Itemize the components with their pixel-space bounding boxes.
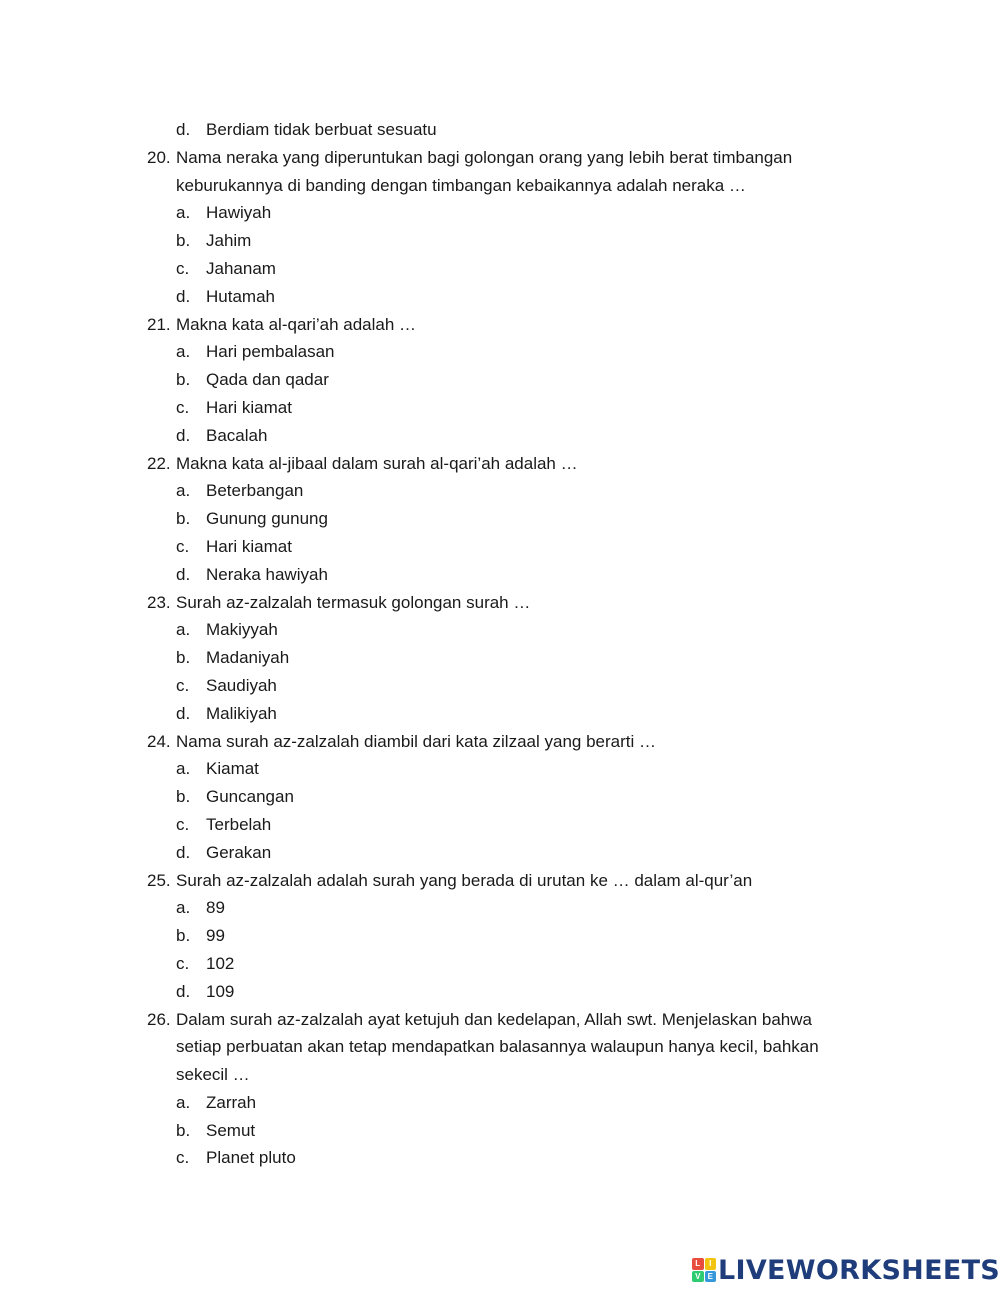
question-text: Nama surah az-zalzalah diambil dari kata zilzaal yang berarti … [176, 731, 656, 751]
option-letter: a. [176, 620, 191, 640]
logo-letter: V [692, 1271, 704, 1283]
option-text: 102 [206, 953, 235, 973]
question-number: 21. [147, 314, 171, 334]
liveworksheets-logo-icon [692, 1258, 716, 1282]
option-row [0, 505, 1000, 533]
option-letter: b. [176, 509, 191, 529]
option-letter: b. [176, 926, 191, 946]
option-letter: b. [176, 231, 191, 251]
option-text: Hari kiamat [206, 536, 292, 556]
option-text: Planet pluto [206, 1148, 296, 1168]
question-text: Dalam surah az-zalzalah ayat ketujuh dan kedelapan, Allah swt. Menjelaskan bahwa [176, 1009, 812, 1029]
question-number: 23. [147, 592, 171, 612]
question-text: Surah az-zalzalah adalah surah yang berada di urutan ke … dalam al-qur’an [176, 870, 753, 890]
question-text: Makna kata al-jibaal dalam surah al-qari’ah adalah … [176, 453, 578, 473]
option-letter: c. [176, 953, 190, 973]
option-row [0, 811, 1000, 839]
option-letter: c. [176, 1148, 190, 1168]
option-text: Beterbangan [206, 481, 304, 501]
option-row [0, 839, 1000, 867]
option-text: Guncangan [206, 787, 294, 807]
option-row [0, 783, 1000, 811]
option-letter: c. [176, 397, 190, 417]
option-text: Gunung gunung [206, 509, 328, 529]
logo-letter: L [692, 1258, 704, 1270]
question-number: 24. [147, 731, 171, 751]
question-continuation [0, 1033, 1000, 1061]
option-letter: d. [176, 981, 191, 1001]
option-text: Semut [206, 1120, 256, 1140]
option-letter: d. [176, 703, 191, 723]
option-row [0, 283, 1000, 311]
question-row [0, 728, 1000, 756]
option-text: 109 [206, 981, 235, 1001]
question-row [0, 311, 1000, 339]
option-letter: a. [176, 759, 191, 779]
option-row [0, 366, 1000, 394]
option-text: Qada dan qadar [206, 370, 329, 390]
option-letter: a. [176, 1092, 191, 1112]
question-text: sekecil … [176, 1065, 250, 1085]
question-text: Nama neraka yang diperuntukan bagi golongan orang yang lebih berat timbangan [176, 147, 793, 167]
logo-letter: E [705, 1271, 717, 1283]
option-row [0, 227, 1000, 255]
option-row [0, 616, 1000, 644]
option-row [0, 255, 1000, 283]
question-number: 20. [147, 147, 171, 167]
option-row [0, 422, 1000, 450]
option-row [0, 672, 1000, 700]
option-text: Madaniyah [206, 648, 290, 668]
option-row [0, 755, 1000, 783]
option-text: 89 [206, 898, 225, 918]
question-text: Surah az-zalzalah termasuk golongan surah … [176, 592, 531, 612]
option-letter: d. [176, 286, 191, 306]
option-row [0, 561, 1000, 589]
option-text: Neraka hawiyah [206, 564, 328, 584]
option-letter: d. [176, 425, 191, 445]
question-number: 22. [147, 453, 171, 473]
option-text: Hawiyah [206, 203, 272, 223]
option-row [0, 978, 1000, 1006]
option-letter: a. [176, 898, 191, 918]
question-number: 26. [147, 1009, 171, 1029]
option-text: Malikiyah [206, 703, 277, 723]
option-row [0, 116, 1000, 144]
option-letter: d. [176, 564, 191, 584]
option-letter: c. [176, 536, 190, 556]
logo-letter: I [705, 1258, 717, 1270]
option-row [0, 894, 1000, 922]
option-row [0, 1144, 1000, 1172]
option-text: Berdiam tidak berbuat sesuatu [206, 120, 437, 139]
question-row [0, 589, 1000, 617]
option-letter: a. [176, 203, 191, 223]
option-text: Terbelah [206, 814, 272, 834]
question-continuation [0, 1061, 1000, 1089]
option-letter: b. [176, 787, 191, 807]
option-row [0, 950, 1000, 978]
option-text: Hutamah [206, 286, 275, 306]
option-text: Jahanam [206, 258, 276, 278]
option-text: Makiyyah [206, 620, 278, 640]
option-letter: c. [176, 814, 190, 834]
option-text: Zarrah [206, 1092, 257, 1112]
option-row [0, 700, 1000, 728]
option-row [0, 338, 1000, 366]
option-text: 99 [206, 926, 225, 946]
question-row [0, 144, 1000, 172]
option-row [0, 644, 1000, 672]
option-row [0, 1117, 1000, 1145]
brand-name: LIVEWORKSHEETS [718, 1254, 1000, 1286]
option-letter: c. [176, 258, 190, 278]
option-letter: b. [176, 1120, 191, 1140]
option-text: Bacalah [206, 425, 268, 445]
option-letter: b. [176, 648, 191, 668]
option-text: Gerakan [206, 842, 272, 862]
option-letter: b. [176, 370, 191, 390]
option-letter: c. [176, 675, 190, 695]
option-letter: a. [176, 342, 191, 362]
option-row [0, 394, 1000, 422]
question-continuation [0, 172, 1000, 200]
option-text: Jahim [206, 231, 252, 251]
question-row [0, 1006, 1000, 1034]
option-letter: a. [176, 481, 191, 501]
option-row [0, 477, 1000, 505]
liveworksheets-brand [692, 1255, 1000, 1285]
question-number: 25. [147, 870, 171, 890]
worksheet-page [0, 116, 1000, 1172]
option-letter: d. [176, 842, 191, 862]
question-row [0, 867, 1000, 895]
question-text: Makna kata al-qari’ah adalah … [176, 314, 417, 334]
question-row [0, 450, 1000, 478]
option-letter: d. [176, 120, 191, 139]
question-text: setiap perbuatan akan tetap mendapatkan balasannya walaupun hanya kecil, bahkan [176, 1037, 819, 1057]
option-row [0, 533, 1000, 561]
option-text: Saudiyah [206, 675, 277, 695]
option-text: Hari kiamat [206, 397, 292, 417]
option-row [0, 1089, 1000, 1117]
option-row [0, 922, 1000, 950]
option-row [0, 199, 1000, 227]
option-text: Hari pembalasan [206, 342, 335, 362]
question-text: keburukannya di banding dengan timbangan kebaikannya adalah neraka … [176, 175, 746, 195]
option-text: Kiamat [206, 759, 259, 779]
